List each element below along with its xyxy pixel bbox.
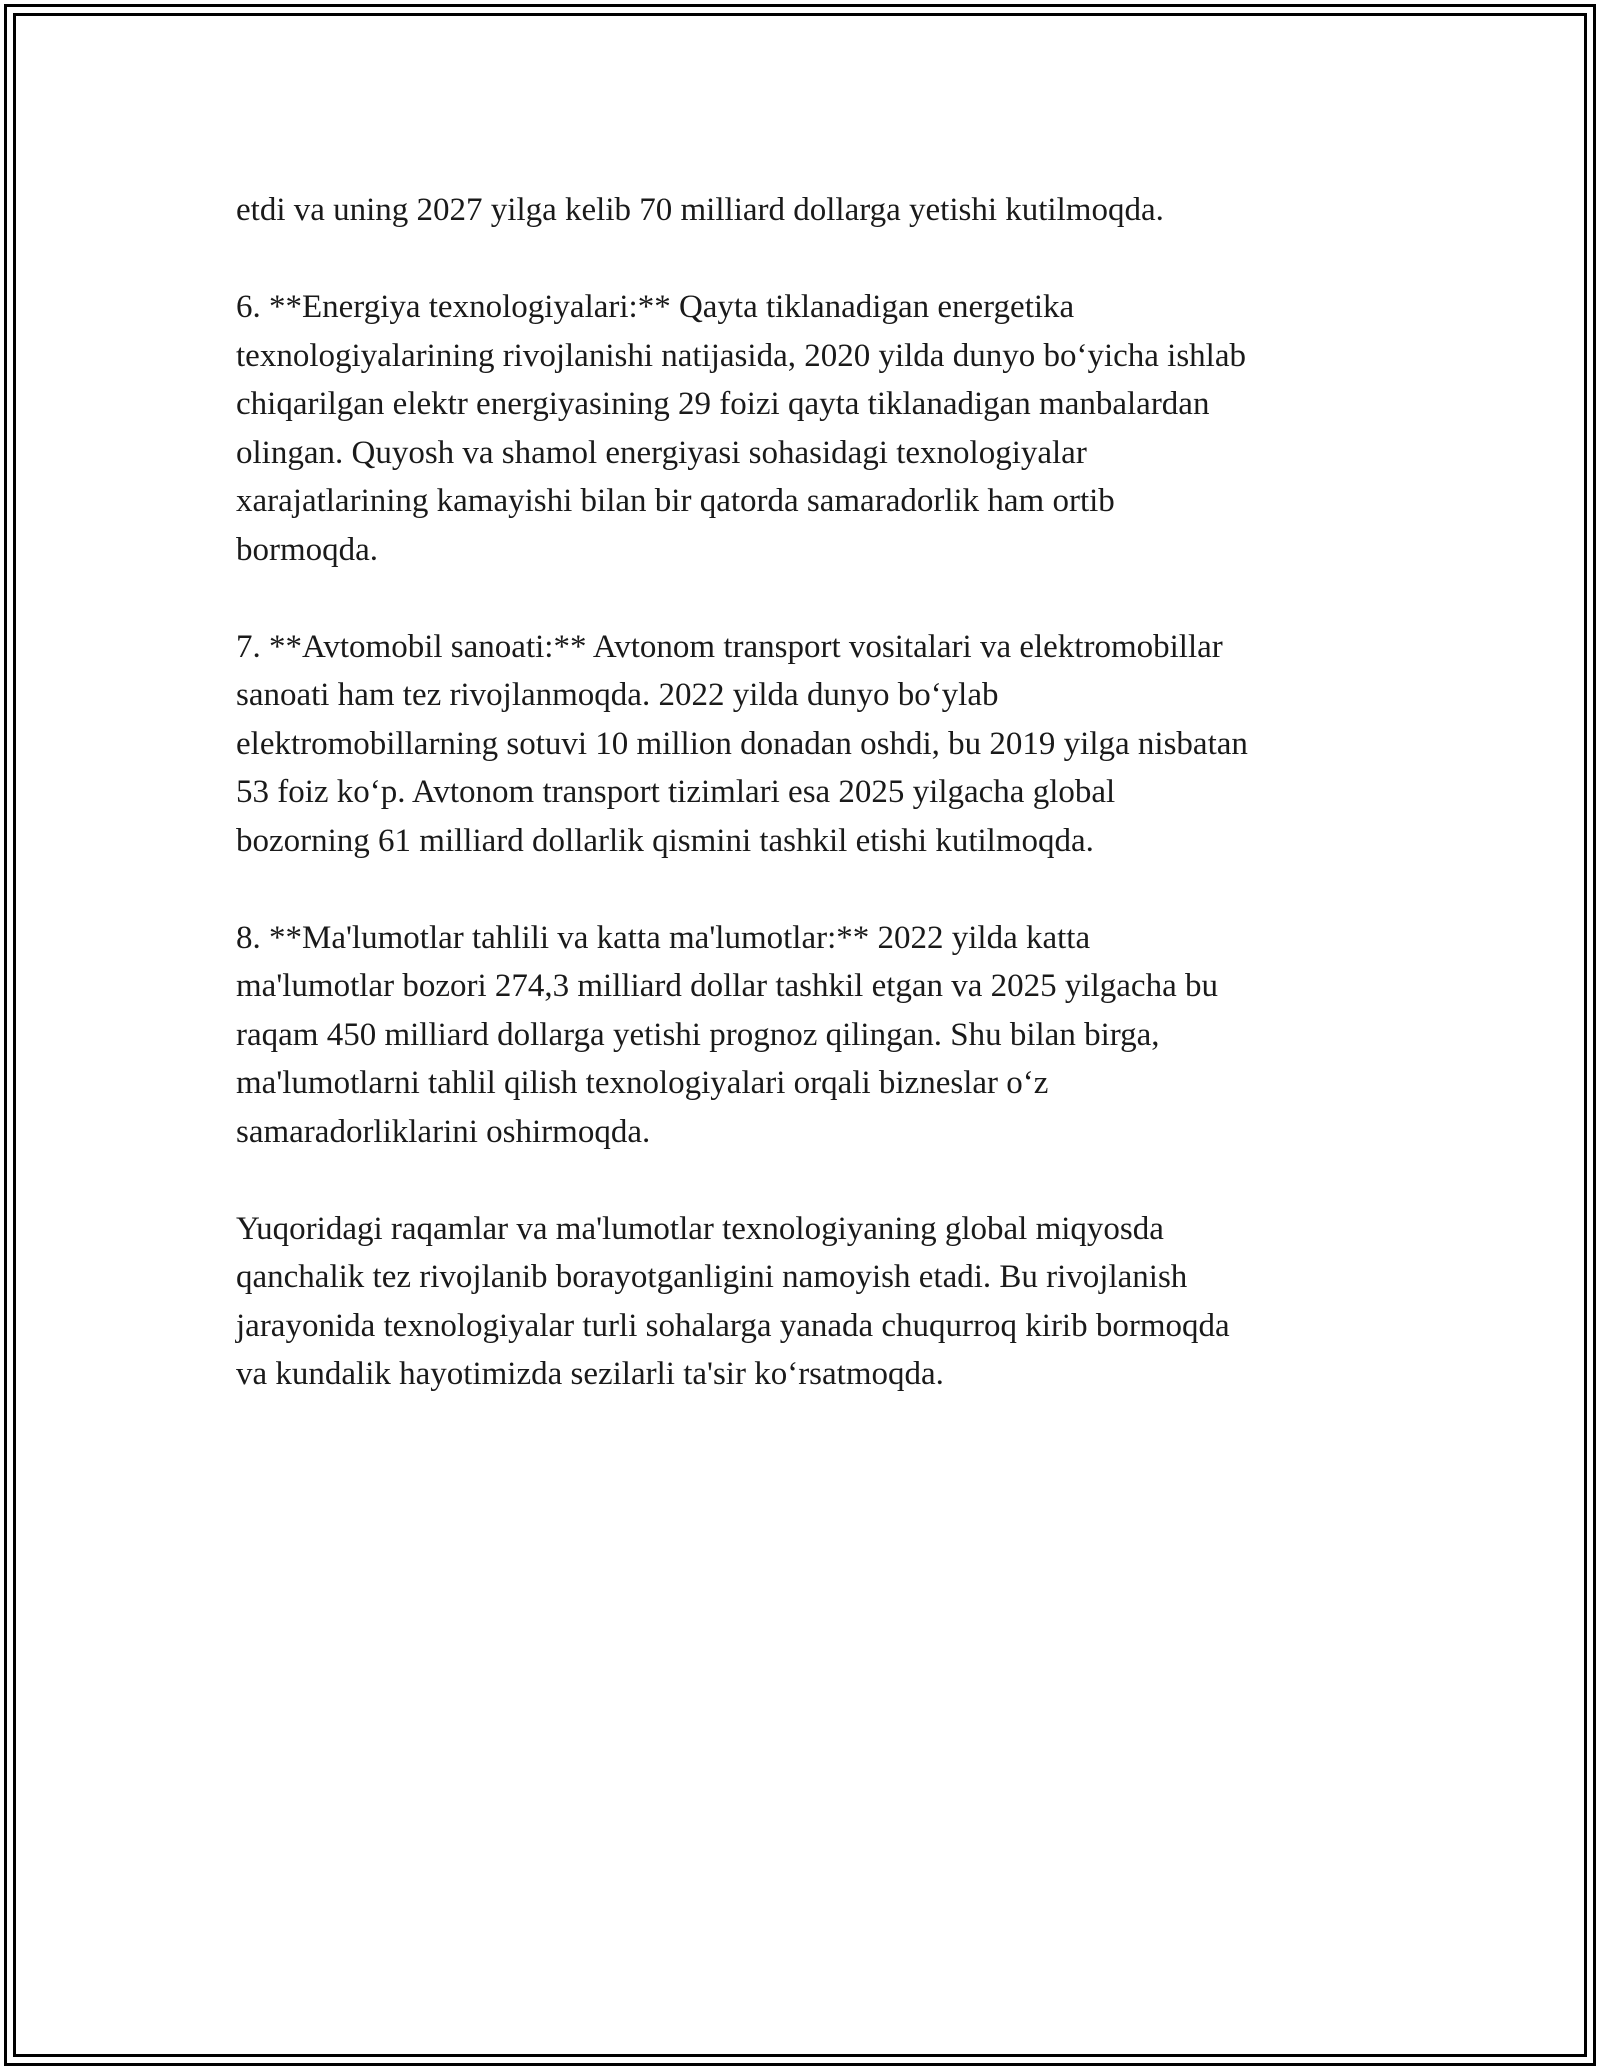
paragraph-energy-technologies: 6. **Energiya texnologiyalari:** Qayta tiklanadigan energetika texnologiyalarining rivojlanishi natijasida, 2020 yilda dunyo bo‘yicha ishlab chiqarilgan elektr energiyasining 29 foizi qayta tiklanadigan manbalardan olingan. Quyosh va shamol energiyasi sohasidagi texnologiyalar xarajatlarining kamayishi bilan bir qatorda samaradorlik ham ortib bormoqda. [236, 289, 1246, 568]
document-body [236, 186, 1376, 1447]
paragraph-automotive-industry: 7. **Avtomobil sanoati:** Avtonom transport vositalari va elektromobillar sanoati ham tez rivojlanmoqda. 2022 yilda dunyo bo‘ylab elektromobillarning sotuvi 10 million donadan oshdi, bu 2019 yilga nisbatan 53 foiz ko‘p. Avtonom transport tizimlari esa 2025 yilgacha global bozorning 61 milliard dollarlik qismini tashkil etishi kutilmoqda. [236, 628, 1248, 859]
paragraph-conclusion: Yuqoridagi raqamlar va ma'lumotlar texnologiyaning global miqyosda qanchalik tez rivojlanib borayotganligini namoyish etadi. Bu rivojlanish jarayonida texnologiyalar turli sohalarga yanada chuqurroq kirib bormoqda va kundalik hayotimizda sezilarli ta'sir ko‘rsatmoqda. [236, 1210, 1230, 1392]
paragraph-big-data: 8. **Ma'lumotlar tahlili va katta ma'lumotlar:** 2022 yilda katta ma'lumotlar bozori 274,3 milliard dollar tashkil etgan va 2025 yilgacha bu raqam 450 milliard dollarga yetishi prognoz qilingan. Shu bilan birga, ma'lumotlarni tahlil qilish texnologiyalari orqali bizneslar o‘z samaradorliklarini oshirmoqda. [236, 919, 1218, 1150]
paragraph-continuation: etdi va uning 2027 yilga kelib 70 milliard dollarga yetishi kutilmoqda. [236, 192, 1164, 228]
